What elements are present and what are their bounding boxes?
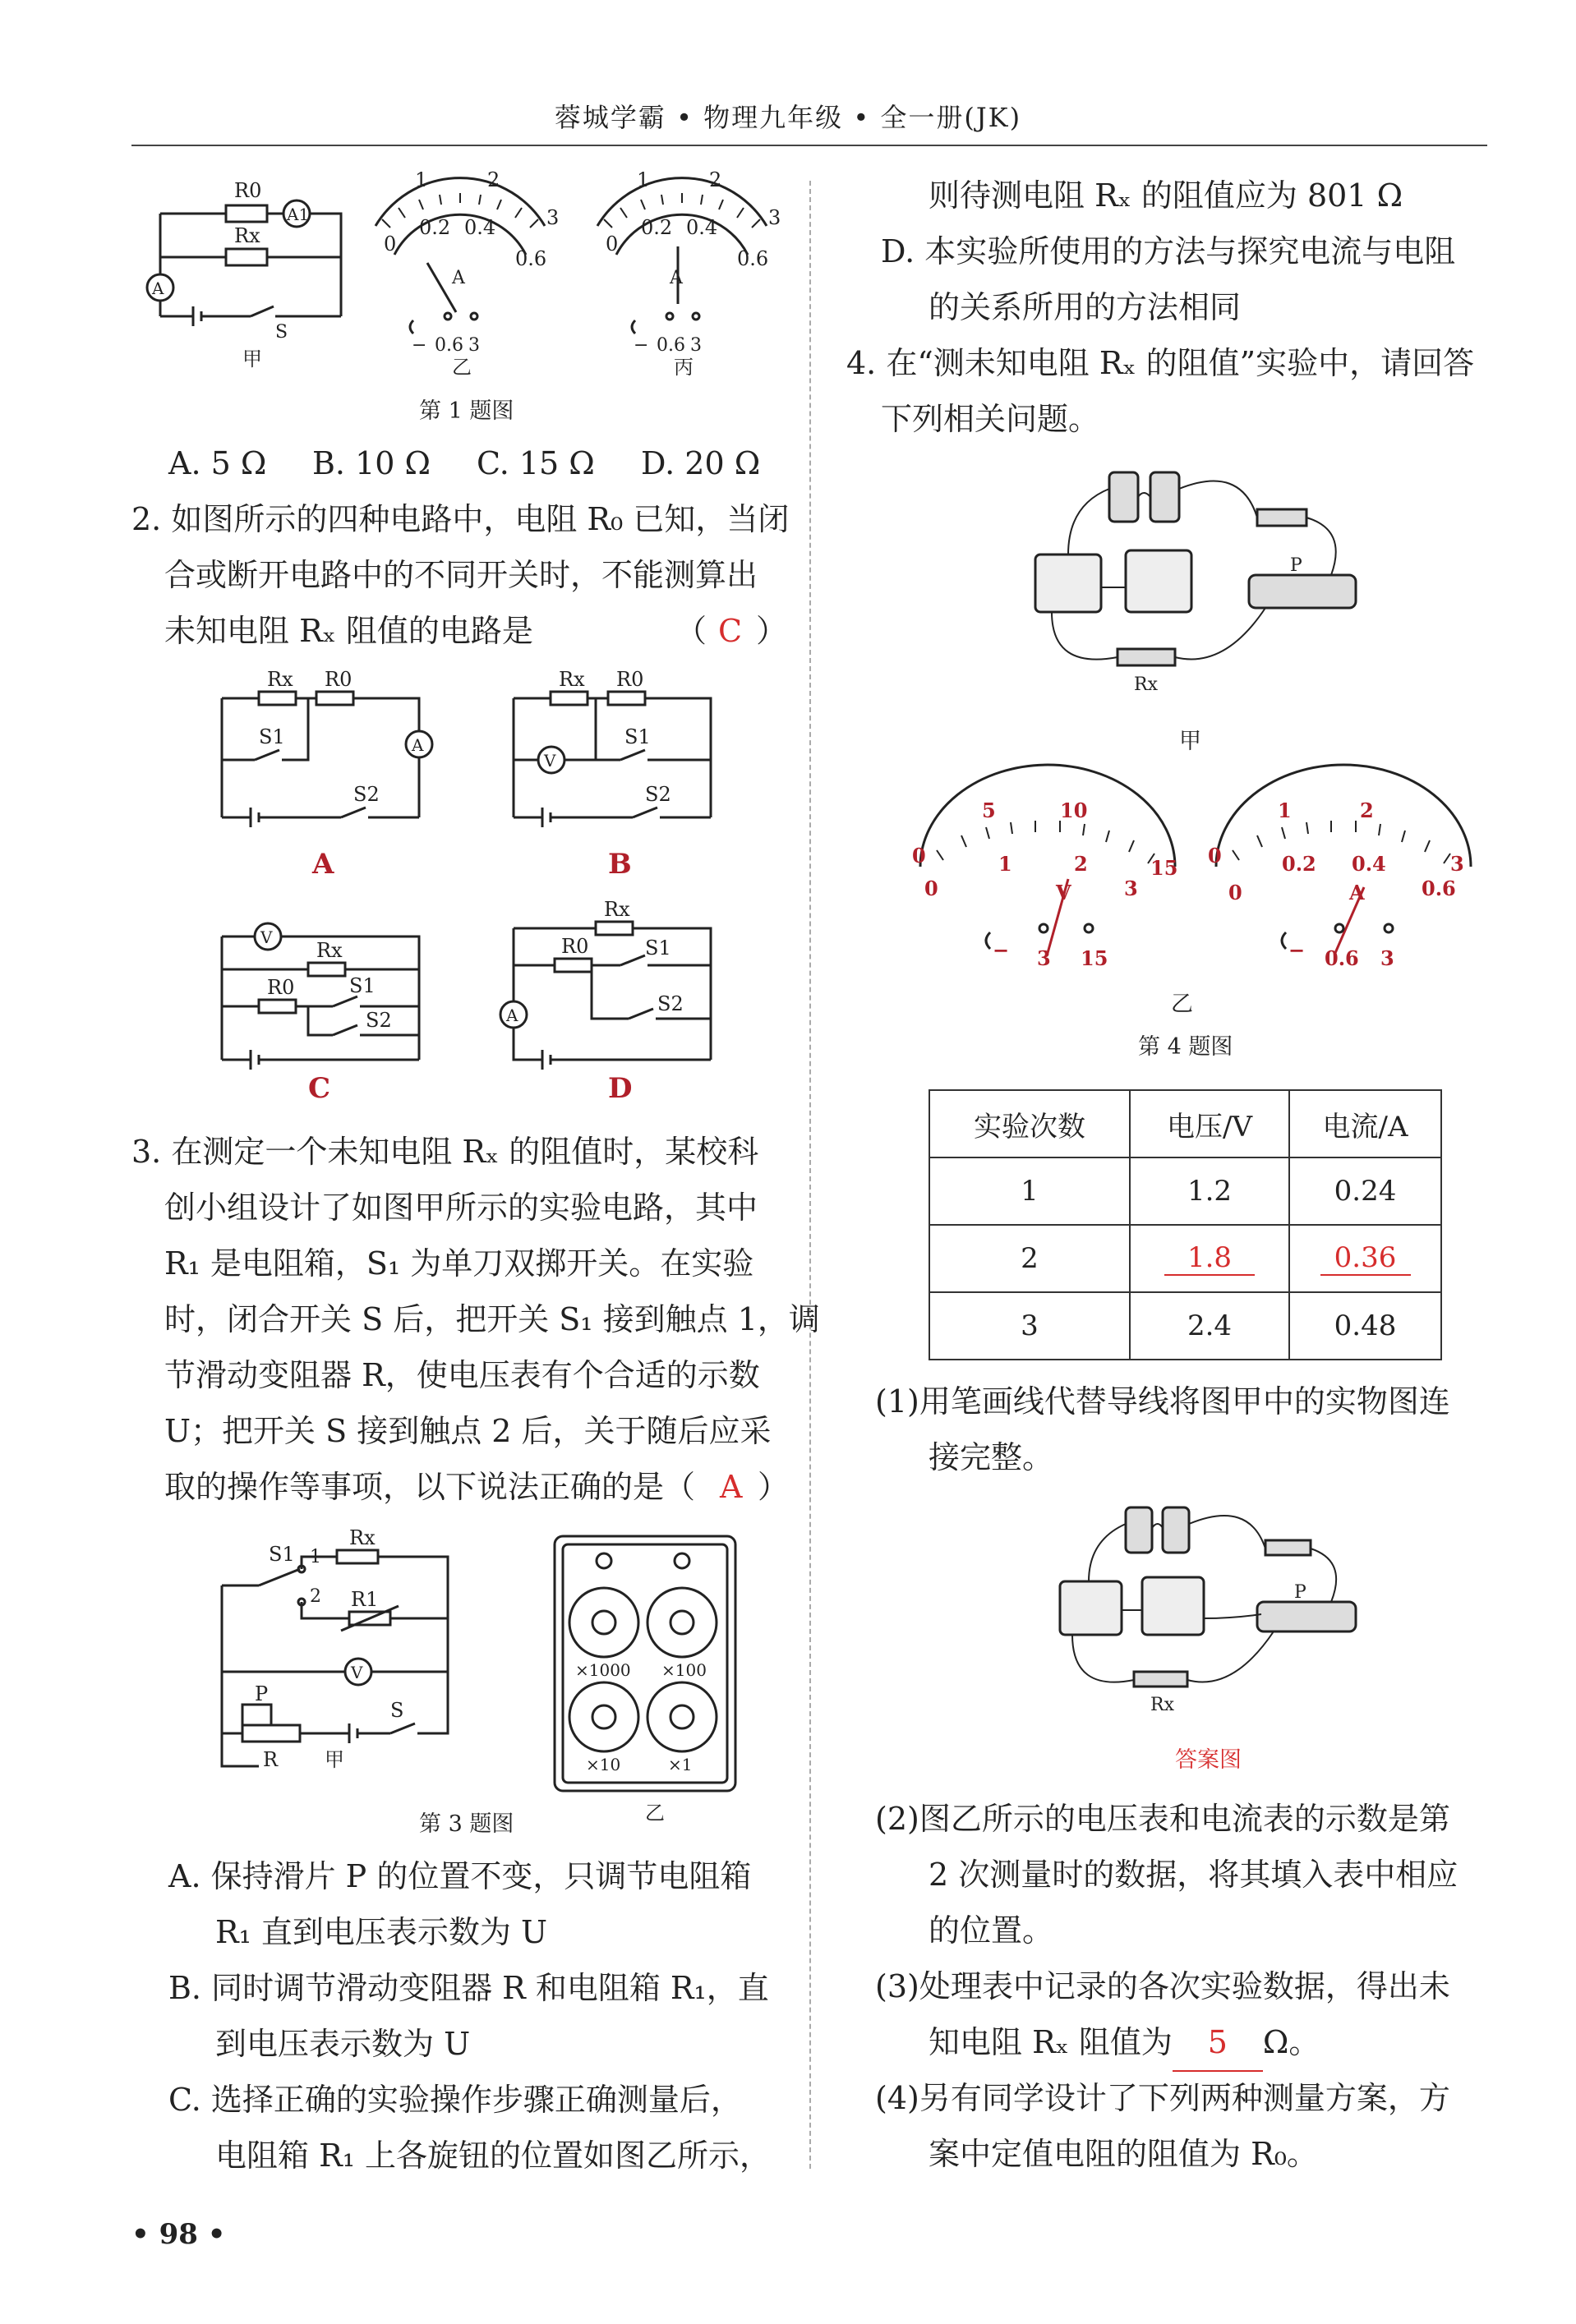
- q3-line3: R₁ 是电阻箱，S₁ 为单刀双掷开关。在实验: [164, 1245, 754, 1282]
- q2a-s1: S1: [259, 725, 285, 748]
- q1-yi-top1: 1: [415, 168, 428, 191]
- q4-a-zero: 0: [1208, 844, 1222, 867]
- q1-option-d: D. 20 Ω: [641, 445, 761, 481]
- q1-yi-term-3: 3: [468, 335, 480, 356]
- q4-p3-suffix: Ω。: [1262, 2024, 1320, 2060]
- q3-paren-right: ）: [758, 1469, 790, 1505]
- q4-a-term-06: 0.6: [1325, 946, 1359, 970]
- q3-line6: U；把开关 S 接到触点 2 后，关于随后应采: [164, 1413, 772, 1449]
- q1-bing-low0: 0: [606, 232, 619, 255]
- page-number: • 98 •: [131, 2218, 226, 2251]
- table-cell: 2.4: [1130, 1292, 1289, 1360]
- q4-v-top-10: 10: [1060, 798, 1088, 822]
- table-row: [929, 1225, 1441, 1292]
- q4-answer-caption: 答案图: [1175, 1747, 1242, 1773]
- q3-option-b-1: B. 同时调节滑动变阻器 R 和电阻箱 R₁，直: [168, 1970, 769, 2006]
- q2a-s2: S2: [353, 783, 380, 806]
- q4-v-low-2: 2: [1074, 852, 1088, 876]
- q1-bing-unit: A: [670, 268, 683, 288]
- q1-caption: 第 1 题图: [419, 398, 514, 424]
- q2d-r0: R0: [561, 935, 589, 958]
- q2c-voltmeter: V: [260, 927, 273, 947]
- q3-line7: 取的操作等事项，以下说法正确的是（: [164, 1469, 696, 1505]
- q3-x1: ×1: [668, 1755, 693, 1774]
- q2c-rx: Rx: [316, 939, 343, 962]
- q3-line5: 节滑动变阻器 R，使电压表有个合适的示数: [164, 1357, 760, 1393]
- q1-yi-low06: 0.6: [515, 247, 547, 270]
- q4-a-low-06: 0.6: [1422, 877, 1456, 900]
- q1-bing-term-minus: −: [634, 335, 649, 356]
- q4-fig-jia: 甲: [1179, 729, 1201, 754]
- q3-r: R: [263, 1748, 279, 1771]
- q4-p3-prefix: 知电阻 Rₓ 阻值为: [929, 2024, 1173, 2060]
- q1-r0-label: R0: [234, 179, 262, 202]
- q4-fig1-rx: Rx: [1134, 674, 1158, 695]
- q4-v-term-minus: −: [993, 938, 1010, 962]
- page-header: 蓉城学霸 • 物理九年级 • 全一册(JK): [554, 102, 1022, 133]
- q3-s: S: [390, 1699, 404, 1722]
- q4-caption: 第 4 题图: [1138, 1034, 1233, 1060]
- table-cell: 0.48: [1289, 1292, 1441, 1360]
- q3-jia: 甲: [325, 1748, 344, 1771]
- table-cell: 2: [929, 1225, 1130, 1292]
- q3-line4: 时，闭合开关 S 后，把开关 S₁ 接到触点 1，调: [164, 1301, 820, 1337]
- q1-bing-low06: 0.6: [737, 247, 769, 270]
- q2c-s2: S2: [366, 1009, 392, 1032]
- q4-fig-yi: 乙: [1171, 992, 1193, 1017]
- q2d-s2: S2: [657, 992, 684, 1015]
- q2c-s1: S1: [349, 974, 376, 997]
- q2d-rx: Rx: [604, 898, 630, 921]
- q1-bing-top2: 2: [709, 168, 722, 191]
- q3-x10: ×10: [586, 1755, 621, 1774]
- q4-v-top-15: 15: [1150, 856, 1178, 880]
- q1-bing-low02: 0.2: [641, 216, 673, 239]
- q2b-s2: S2: [645, 783, 671, 806]
- q1-yi-unit: A: [452, 268, 465, 288]
- q1-yi-term-minus: −: [412, 335, 427, 356]
- q4-a-term-3: 3: [1380, 946, 1394, 970]
- q1-s-label: S: [275, 322, 288, 343]
- q1-yi-low04: 0.4: [464, 216, 496, 239]
- q2a-ammeter: A: [412, 735, 424, 755]
- q3-contact-1: 1: [310, 1547, 321, 1567]
- q2b-s1: S1: [624, 725, 651, 748]
- q3-answer: A: [720, 1469, 743, 1505]
- q4-v-low-3: 3: [1124, 877, 1138, 900]
- q4-p2-line1: (2)图乙所示的电压表和电流表的示数是第: [875, 1801, 1450, 1837]
- q4-a-zero-low: 0: [1228, 881, 1242, 904]
- q4-fig2-p: P: [1294, 1582, 1306, 1603]
- q3-caption: 第 3 题图: [419, 1811, 514, 1837]
- q4-a-unit: A: [1349, 881, 1365, 904]
- q3-option-d-1: D. 本实验所使用的方法与探究电流与电阻: [881, 233, 1456, 269]
- q1-yi-top3: 3: [546, 206, 560, 229]
- q4-a-low-04: 0.4: [1352, 852, 1386, 876]
- q4-p4-line2: 案中定值电阻的阻值为 R₀。: [929, 2136, 1318, 2172]
- q4-a-term-minus: −: [1288, 938, 1306, 962]
- q3-option-b-2: 到电压表示数为 U: [215, 2026, 471, 2062]
- q3-p: P: [255, 1682, 269, 1705]
- q2-circuits: [210, 665, 735, 1109]
- q2c-r0: R0: [267, 976, 295, 999]
- q1-bing-term-3: 3: [690, 335, 702, 356]
- q1-bing-top3: 3: [768, 206, 781, 229]
- q2a-rx: Rx: [267, 668, 293, 691]
- table-row: [929, 1157, 1441, 1225]
- table-cell: 1.2: [1130, 1157, 1289, 1225]
- q1-bing-low04: 0.4: [686, 216, 718, 239]
- q1-option-b: B. 10 Ω: [312, 445, 431, 481]
- q3-voltmeter: V: [351, 1663, 363, 1682]
- q2b-r0: R0: [616, 668, 644, 691]
- table-header-trial: 实验次数: [929, 1090, 1130, 1157]
- q4-p2-line3: 的位置。: [929, 1912, 1054, 1949]
- q4-v-low-1: 1: [998, 852, 1012, 876]
- q2-paren-right: ）: [756, 613, 788, 649]
- q3-line1: 3. 在测定一个未知电阻 Rₓ 的阻值时，某校科: [131, 1134, 759, 1170]
- q4-a-top-3: 3: [1450, 852, 1464, 876]
- q1-figure: [136, 168, 809, 382]
- q4-v-term-15: 15: [1081, 946, 1108, 970]
- q4-p2-line2: 2 次测量时的数据，将其填入表中相应: [929, 1857, 1458, 1893]
- q3-line2: 创小组设计了如图甲所示的实验电路，其中: [164, 1190, 758, 1226]
- q2a-r0: R0: [325, 668, 353, 691]
- answer-voltage: 1.8: [1164, 1241, 1255, 1276]
- q4-p4-line1: (4)另有同学设计了下列两种测量方案，方: [875, 2080, 1450, 2116]
- answer-current: 0.36: [1320, 1241, 1411, 1276]
- table-cell: 0.24: [1289, 1157, 1441, 1225]
- q1-yi-low02: 0.2: [419, 216, 451, 239]
- q4-v-unit: V: [1056, 881, 1071, 904]
- q4-p3-line2: [929, 2014, 1320, 2072]
- q1-yi-term-06: 0.6: [435, 335, 463, 356]
- q2d-s1: S1: [645, 937, 671, 960]
- q2-label-d: D: [608, 1072, 633, 1105]
- q2-line2: 合或断开电路中的不同开关时，不能测算出: [164, 557, 758, 593]
- q2b-rx: Rx: [559, 668, 585, 691]
- q4-v-zero: 0: [912, 844, 926, 867]
- q4-data-table: [929, 1089, 1442, 1360]
- q4-answer-figure: [1044, 1495, 1389, 1733]
- table-cell: 3: [929, 1292, 1130, 1360]
- q4-p3-answer: 5: [1173, 2014, 1263, 2072]
- q3-r1: R1: [351, 1588, 379, 1611]
- q1-a-label: A: [152, 278, 164, 298]
- q4-a-top-2: 2: [1360, 798, 1374, 822]
- q3-option-c-2: 电阻箱 R₁ 上各旋钮的位置如图乙所示，: [215, 2138, 772, 2174]
- q3-contact-2: 2: [310, 1586, 321, 1607]
- header-rule: [131, 145, 1487, 146]
- table-cell-answer: [1130, 1225, 1289, 1292]
- q4-v-low-0: 0: [924, 877, 938, 900]
- q3-rx: Rx: [349, 1526, 376, 1549]
- q3-s1: S1: [269, 1543, 295, 1566]
- q4-p3-line1: (3)处理表中记录的各次实验数据，得出未: [875, 1968, 1450, 2004]
- table-header-voltage: 电压/V: [1130, 1090, 1289, 1157]
- q2-line1: 2. 如图所示的四种电路中，电阻 R₀ 已知，当闭: [131, 501, 790, 537]
- q2-line3: 未知电阻 Rₓ 阻值的电路是: [164, 613, 533, 649]
- q1-yi: 乙: [452, 356, 472, 379]
- q4-line2: 下列相关问题。: [881, 401, 1100, 437]
- q4-v-top-5: 5: [982, 798, 996, 822]
- column-divider: [809, 181, 811, 2169]
- q4-a-top-1: 1: [1278, 798, 1292, 822]
- q3-yi: 乙: [645, 1802, 665, 1825]
- q1-rx-label: Rx: [234, 224, 260, 247]
- q3-option-c-3: 则待测电阻 Rₓ 的阻值应为 801 Ω: [929, 177, 1403, 214]
- q2-label-b: B: [608, 848, 632, 881]
- q1-bing-term-06: 0.6: [657, 335, 685, 356]
- table-header-current: 电流/A: [1289, 1090, 1441, 1157]
- q4-line1: 4. 在“测未知电阻 Rₓ 的阻值”实验中，请回答: [846, 345, 1475, 381]
- table-row: [929, 1292, 1441, 1360]
- q2-paren-left: （: [675, 613, 707, 649]
- q4-p1-line1: (1)用笔画线代替导线将图甲中的实物图连: [875, 1383, 1450, 1420]
- q3-option-a-1: A. 保持滑片 P 的位置不变，只调节电阻箱: [168, 1858, 752, 1894]
- q2d-ammeter: A: [506, 1006, 518, 1025]
- q2-label-c: C: [308, 1072, 331, 1105]
- q1-option-c: C. 15 Ω: [477, 445, 595, 481]
- q4-a-low-02: 0.2: [1282, 852, 1316, 876]
- q2-answer: C: [718, 613, 743, 649]
- q3-option-c-1: C. 选择正确的实验操作步骤正确测量后，: [168, 2082, 742, 2118]
- q4-meters-figure: [904, 798, 1479, 1006]
- q4-v-term-3: 3: [1037, 946, 1051, 970]
- q1-jia: 甲: [242, 347, 262, 370]
- q1-bing: 丙: [674, 356, 694, 379]
- q2b-voltmeter: V: [544, 751, 556, 771]
- q1-yi-top2: 2: [487, 168, 500, 191]
- q1-bing-top1: 1: [637, 168, 650, 191]
- q4-apparatus-figure: [1019, 456, 1397, 711]
- q1-option-a: A. 5 Ω: [168, 445, 267, 481]
- q3-x100: ×100: [661, 1660, 707, 1680]
- table-cell: 1: [929, 1157, 1130, 1225]
- q4-fig2-rx: Rx: [1150, 1695, 1174, 1715]
- q4-fig1-p: P: [1290, 555, 1302, 576]
- q3-option-a-2: R₁ 直到电压表示数为 U: [215, 1914, 548, 1950]
- q2-label-a: A: [312, 848, 334, 881]
- table-cell-answer: [1289, 1225, 1441, 1292]
- q3-x1000: ×1000: [575, 1660, 631, 1680]
- q3-option-d-2: 的关系所用的方法相同: [929, 289, 1242, 325]
- q4-p1-line2: 接完整。: [929, 1439, 1054, 1475]
- q1-a1-label: A1: [287, 205, 310, 224]
- q1-yi-low0: 0: [384, 232, 397, 255]
